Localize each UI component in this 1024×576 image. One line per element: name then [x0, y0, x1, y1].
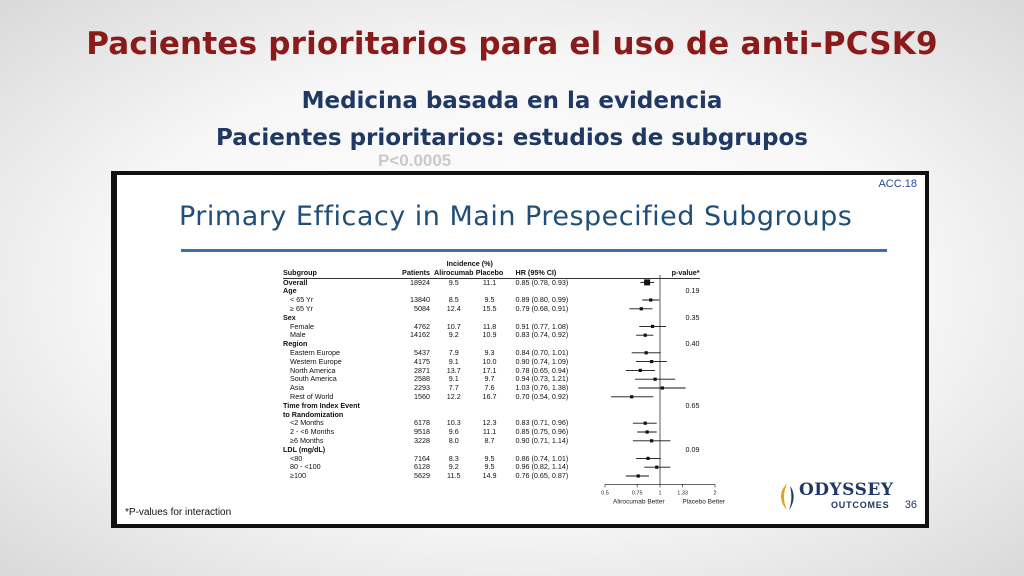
logo-subword: OUTCOMES — [831, 500, 890, 510]
cell-subgroup: ≥ 65 Yr — [290, 303, 313, 313]
cell-placebo: 10.0 — [482, 356, 497, 366]
cell-subgroup: Rest of World — [290, 391, 334, 401]
cell-patients: 5437 — [414, 347, 430, 357]
forest-plot — [595, 275, 735, 505]
cell-patients: 6178 — [414, 418, 430, 428]
cell-alirocumab: 7.7 — [448, 383, 459, 393]
cell-patients: 9518 — [414, 427, 430, 437]
cell-hr: 0.79 (0.68, 0.91) — [515, 303, 569, 313]
cell-placebo: 9.5 — [484, 453, 495, 463]
header-subgroup: Subgroup — [283, 267, 317, 277]
figure-canvas — [117, 175, 925, 524]
cell-hr: 0.91 (0.77, 1.08) — [515, 321, 569, 331]
cell-patients: 3228 — [414, 435, 430, 445]
cell-patients: 7164 — [414, 453, 430, 463]
header-patients: Patients — [402, 267, 430, 277]
cell-pvalue: 0.65 — [685, 400, 700, 410]
cell-subgroup: Eastern Europe — [290, 347, 340, 357]
cell-subgroup: 2 - <6 Months — [290, 427, 335, 437]
cell-placebo: 9.3 — [484, 347, 495, 357]
hr-point — [644, 279, 650, 285]
header-placebo: Placebo — [475, 267, 504, 277]
cell-placebo: 15.5 — [482, 303, 497, 313]
cell-pvalue: 0.09 — [685, 444, 700, 454]
cell-patients: 2588 — [414, 374, 430, 384]
cell-placebo: 9.5 — [484, 462, 495, 472]
slide-subtitle-evidence: Medicina basada en la evidencia — [301, 88, 723, 114]
cell-subgroup: LDL (mg/dL) — [283, 444, 326, 454]
figure-panel — [111, 171, 929, 528]
cell-hr — [506, 402, 608, 411]
odyssey-logo — [777, 480, 917, 520]
hr-point — [650, 439, 653, 442]
cell-patients: 1560 — [414, 391, 430, 401]
cell-alirocumab: 8.3 — [448, 453, 459, 463]
logo-mark-icon — [777, 482, 797, 512]
cell-alirocumab: 7.9 — [448, 347, 459, 357]
cell-alirocumab: 8.5 — [448, 295, 459, 305]
hr-point — [644, 422, 647, 425]
cell-pvalue: 0.35 — [685, 312, 700, 322]
cell-placebo — [474, 402, 506, 411]
cell-subgroup: ≥100 — [290, 471, 306, 481]
x-axis-tick-label: 0.75 — [631, 490, 643, 497]
cell-hr: 0.90 (0.74, 1.09) — [515, 356, 569, 366]
cell-hr: 0.89 (0.80, 0.99) — [515, 295, 569, 305]
ghost-pvalue-text: P<0.0005 — [378, 151, 452, 170]
cell-alirocumab: 13.7 — [446, 365, 461, 375]
slide-subtitle-subgroups: Pacientes prioritarios: estudios de subgrupos — [216, 125, 808, 151]
cell-placebo: 7.6 — [484, 383, 495, 393]
hr-point — [637, 474, 640, 477]
cell-patients: 4175 — [414, 356, 430, 366]
cell-hr: 0.90 (0.71, 1.14) — [515, 435, 569, 445]
cell-hr: 0.83 (0.74, 0.92) — [515, 330, 569, 340]
cell-placebo: 11.1 — [482, 277, 497, 287]
x-axis-tick-label: 0.5 — [601, 490, 609, 497]
cell-patients: 6128 — [414, 462, 430, 472]
footnote: *P-values for interaction — [125, 507, 232, 518]
cell-subgroup: Overall — [283, 277, 308, 287]
cell-subgroup: South America — [290, 374, 337, 384]
cell-patients: 5629 — [414, 471, 430, 481]
hr-point — [646, 457, 649, 460]
axis-label-alirocumab-better: Alirocumab Better — [613, 498, 665, 505]
cell-hr: 0.83 (0.71, 0.96) — [515, 418, 569, 428]
hr-point — [640, 307, 643, 310]
hr-point — [661, 386, 664, 389]
cell-pvalue: 0.19 — [685, 286, 700, 296]
header-incidence: Incidence (%) — [446, 259, 493, 268]
cell-hr: 0.70 (0.54, 0.92) — [515, 391, 569, 401]
cell-subgroup: to Randomization — [283, 409, 344, 419]
cell-alirocumab: 9.5 — [448, 277, 459, 287]
cell-patients — [390, 402, 434, 411]
cell-subgroup: Western Europe — [290, 356, 342, 366]
hr-point — [630, 395, 633, 398]
cell-hr: 0.85 (0.75, 0.96) — [515, 427, 569, 437]
hr-point — [655, 466, 658, 469]
cell-pvalue: 0.40 — [685, 339, 700, 349]
cell-placebo: 14.9 — [482, 471, 497, 481]
cell-subgroup: Female — [290, 321, 314, 331]
cell-hr: 0.76 (0.65, 0.87) — [515, 471, 569, 481]
cell-patients: 4762 — [414, 321, 430, 331]
slide-title: Pacientes prioritarios para el uso de anti-PCSK9 — [86, 26, 938, 62]
cell-hr: 0.94 (0.73, 1.21) — [515, 374, 569, 384]
cell-subgroup: 80 - <100 — [290, 462, 321, 472]
hr-point — [649, 298, 652, 301]
cell-patients: 5084 — [414, 303, 430, 313]
x-axis-tick-label: 2 — [713, 490, 717, 497]
x-axis-tick-label: 1 — [658, 490, 662, 497]
cell-alirocumab: 12.4 — [446, 303, 461, 313]
cell-patients: 2871 — [414, 365, 430, 375]
cell-hr: 0.86 (0.74, 1.01) — [515, 453, 569, 463]
cell-alirocumab: 9.1 — [448, 356, 459, 366]
cell-subgroup: <80 — [290, 453, 303, 463]
cell-alirocumab: 9.2 — [448, 330, 459, 340]
cell-subgroup: Time from Index Event — [283, 400, 360, 410]
cell-subgroup: Age — [283, 286, 297, 296]
cell-alirocumab: 12.2 — [446, 391, 461, 401]
cell-placebo: 11.8 — [482, 321, 497, 331]
cell-subgroup: Sex — [283, 312, 296, 322]
cell-placebo: 16.7 — [482, 391, 497, 401]
cell-alirocumab: 10.7 — [446, 321, 461, 331]
cell-alirocumab: 9.6 — [448, 427, 459, 437]
cell-subgroup: <2 Months — [290, 418, 324, 428]
cell-hr: 0.84 (0.70, 1.01) — [515, 347, 569, 357]
cell-alirocumab: 11.5 — [447, 471, 461, 481]
figure-title-rule — [181, 249, 887, 252]
hr-point — [645, 351, 648, 354]
hr-point — [644, 334, 647, 337]
cell-hr: 0.78 (0.65, 0.94) — [515, 365, 569, 375]
hr-point — [650, 360, 653, 363]
cell-subgroup: North America — [290, 365, 336, 375]
x-axis-tick-label: 1.33 — [677, 490, 688, 497]
header-hr: HR (95% CI) — [515, 267, 557, 277]
cell-placebo: 11.1 — [482, 427, 497, 437]
hr-point — [651, 325, 654, 328]
hr-point — [639, 369, 642, 372]
logo-word: ODYSSEY — [799, 480, 894, 500]
cell-alirocumab: 9.2 — [448, 462, 459, 472]
acc-badge: ACC.18 — [878, 178, 917, 190]
cell-patients: 13840 — [410, 295, 430, 305]
hr-point — [653, 378, 656, 381]
cell-subgroup: ≥6 Months — [290, 435, 324, 445]
slide-number: 36 — [904, 499, 917, 511]
axis-label-placebo-better: Placebo Better — [682, 498, 725, 505]
cell-patients: 2293 — [414, 383, 430, 393]
cell-placebo: 9.7 — [484, 374, 495, 384]
header-pvalue: p-value* — [671, 267, 700, 277]
cell-patients: 18924 — [410, 277, 430, 287]
cell-alirocumab: 9.1 — [448, 374, 459, 384]
cell-subgroup: Region — [283, 339, 308, 349]
cell-subgroup: < 65 Yr — [290, 295, 314, 305]
cell-alirocumab — [434, 402, 474, 411]
cell-placebo: 9.5 — [484, 295, 495, 305]
cell-subgroup: Asia — [290, 383, 304, 393]
cell-patients: 14162 — [410, 330, 430, 340]
hr-point — [646, 430, 649, 433]
header-alirocumab: Alirocumab — [434, 267, 474, 277]
cell-hr: 1.03 (0.76, 1.38) — [515, 383, 569, 393]
cell-hr: 0.96 (0.82, 1.14) — [515, 462, 569, 472]
cell-alirocumab: 8.0 — [448, 435, 459, 445]
cell-placebo: 12.3 — [482, 418, 497, 428]
cell-placebo: 10.9 — [482, 330, 497, 340]
cell-subgroup: Male — [290, 330, 306, 340]
cell-alirocumab: 10.3 — [446, 418, 461, 428]
figure-title: Primary Efficacy in Main Prespecified Subgroups — [179, 201, 853, 232]
cell-placebo: 8.7 — [484, 435, 495, 445]
cell-placebo: 17.1 — [482, 365, 497, 375]
cell-hr: 0.85 (0.78, 0.93) — [515, 277, 569, 287]
